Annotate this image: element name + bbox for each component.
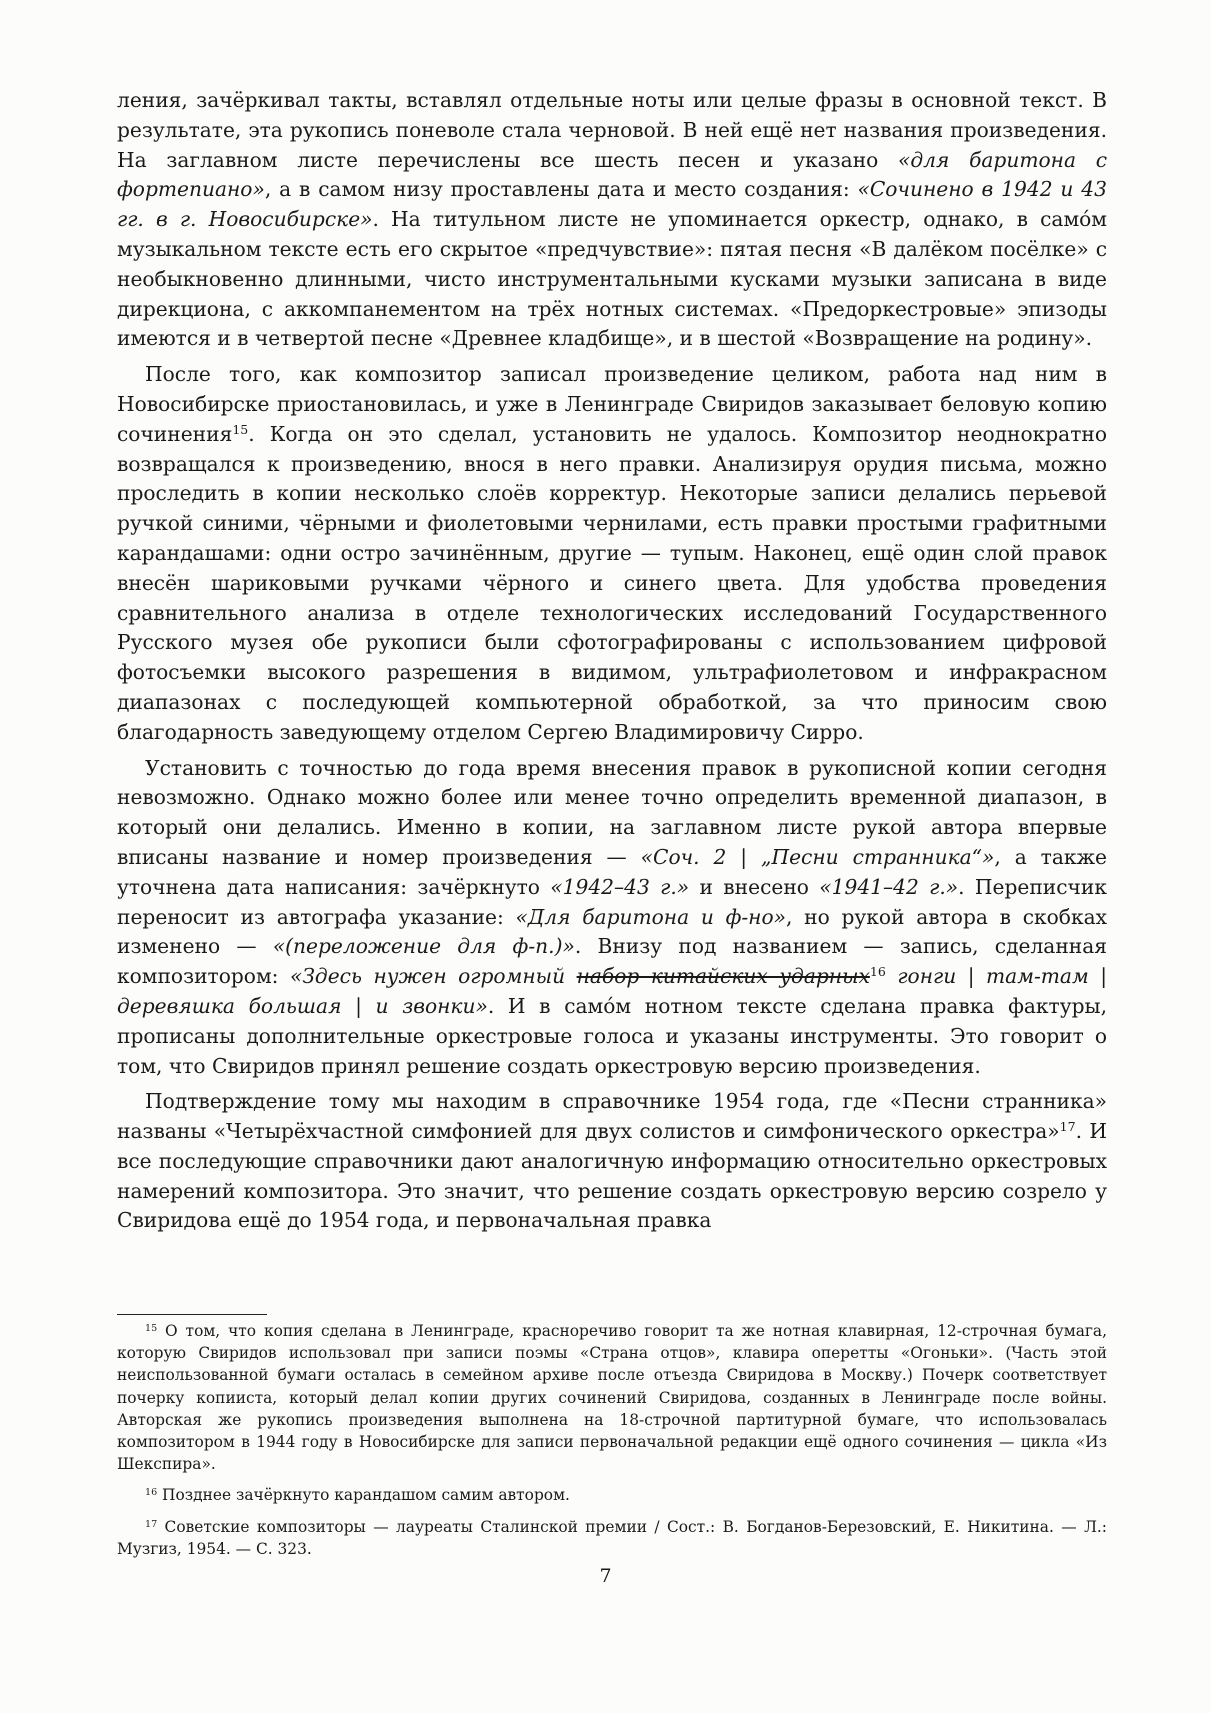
struck-text: набор китайских ударных: [576, 964, 870, 989]
footnote-ref-17: 17: [1059, 1119, 1076, 1135]
footnote-ref-15: 15: [232, 421, 249, 437]
footnote-separator: [117, 1314, 267, 1315]
footnote-16: $^{16}$ Позднее зачёркнуто карандашом самим автором.: [145, 1486, 570, 1505]
main-text: [117, 86, 1107, 1242]
footnote-17: $^{17}$ Советские композиторы — лауреаты Сталинской премии / Сост.: В. Богданов-Березовский, Е. Никитина. — Л.: Музгиз, 1954. — С. 323.: [117, 1517, 1107, 1558]
footnote-ref-16: 16: [869, 964, 886, 980]
footnote-15: $^{15}$ О том, что копия сделана в Ленинграде, красноречиво говорит та же нотная клавирная, 12-строчная бумага, которую Свиридов использовал при записи поэмы «Страна отцов», клавира оперетты «Огоньки». (Часть этой неиспользованной бумаги осталась в семейном архиве после отъезда Свиридова в Москву.) Почерк соответствует почерку копииста, который делал копии других сочинений Свиридова, созданных в Ленинграде после войны. Авторская же рукопись произведения выполнена на 18-строчной партитурной бумаге, что использовалась композитором в 1944 году в Новосибирске для записи первоначальной редакции ещё одного сочинения — цикла «Из Шекспира».: [117, 1322, 1107, 1474]
paragraph-1: ления, зачёркивал такты, вставлял отдельные ноты или целые фразы в основной текст. В результате, эта рукопись поневоле стала черновой. В ней ещё нет названия произведения. На заглавном листе перечислены все шесть песен и указано «для баритона с фортепиано», а в самом низу проставлены дата и место создания: «Сочинено в 1942 и 43 гг. в г. Новосибирске». На титульном листе не упоминается оркестр, однако, в само́м музыкальном тексте есть его скрытое «предчувствие»: пятая песня «В далёком посёлке» с необыкновенно длинными, чисто инструментальными кусками музыки записана в виде дирекциона, с аккомпанементом на трёх нотных системах. «Предоркестровые» эпизоды имеются и в четвертой песне «Древнее кладбище», и в шестой «Возвращение на родину».: [117, 88, 1107, 351]
paragraph-3: Установить с точностью до года время внесения правок в рукописной копии сегодня невозможно. Однако можно более или менее точно определить временной диапазон, в который они делались. Именно в копии, на заглавном листе рукой автора впервые вписаны название и номер произведения — «Соч. 2 | „Песни странника“», а также уточнена дата написания: зачёркнуто «1942–43 г.» и внесено «1941–42 г.». Переписчик переносит из автографа указание: «Для баритона и ф-но», но рукой автора в скобках изменено — «(переложение для ф-п.)». Внизу под названием — запись, сделанная композитором: «Здесь нужен огромный набор китайских ударных$^{16}$ гонги | там-там | деревяшка большая | и звонки». И в само́м нотном тексте сделана правка фактуры, прописаны дополнительные оркестровые голоса и указаны инструменты. Это говорит о том, что Свиридов принял решение создать оркестровую версию произведения.: [117, 755, 1107, 1078]
paragraph-4: Подтверждение тому мы находим в справочнике 1954 года, где «Песни странника» названы «Четырёхчастной симфонией для двух солистов и симфонического оркестра»$^{17}$. И все последующие справочники дают аналогичную информацию относительно оркестровых намерений композитора. Это значит, что решение создать оркестровую версию созрело у Свиридова ещё до 1954 года, и первоначальная правка: [117, 1089, 1107, 1233]
paragraph-2: После того, как композитор записал произведение целиком, работа над ним в Новосибирске приостановилась, и уже в Ленинграде Свиридов заказывает беловую копию сочинения$^{15}$. Когда он это сделал, установить не удалось. Композитор неоднократно возвращался к произведению, внося в него правки. Анализируя орудия письма, можно проследить в копии несколько слоёв корректур. Некоторые записи делались перьевой ручкой синими, чёрными и фиолетовыми чернилами, есть правки простыми графитными карандашами: одни остро зачинённым, другие — тупым. Наконец, ещё один слой правок внесён шариковыми ручками чёрного и синего цвета. Для удобства проведения сравнительного анализа в отделе технологических исследований Государственного Русского музея обе рукописи были сфотографированы с использованием цифровой фотосъемки высокого разрешения в видимом, ультрафиолетовом и инфракрасном диапазонах с последующей компьютерной обработкой, за что приносим свою благодарность заведующему отделом Сергею Владимировичу Сирро.: [117, 362, 1107, 744]
footnotes: [117, 1320, 1107, 1569]
page-number: 7: [599, 1565, 612, 1587]
